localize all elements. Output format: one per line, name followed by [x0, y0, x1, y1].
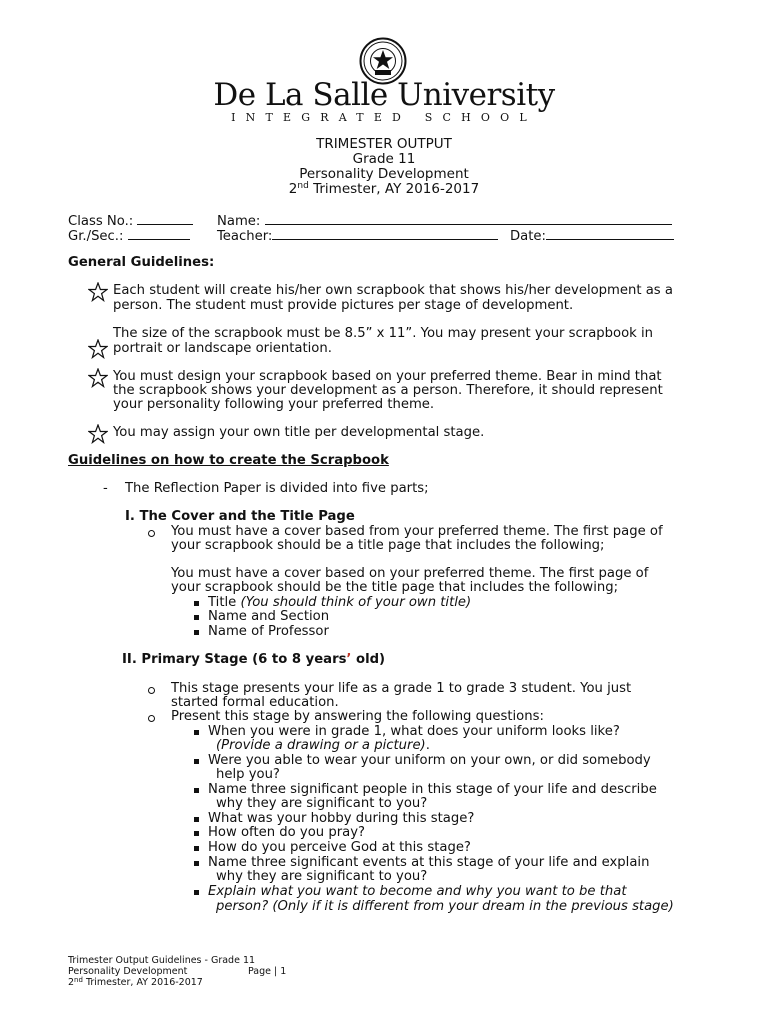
footer-line-2: Personality Development	[68, 966, 188, 977]
square-bullet	[194, 601, 199, 606]
circle-bullet	[148, 687, 155, 694]
square-bullet	[194, 730, 199, 735]
question-5: How often do you pray?	[208, 825, 366, 840]
square-bullet	[194, 788, 199, 793]
guideline-item-2-line-2: portrait or landscape orientation.	[113, 341, 332, 356]
part-1-p1-line-2: your scrapbook should be a title page that includes the following;	[171, 538, 605, 553]
guideline-item-3-line-3: your personality following your preferred theme.	[113, 397, 435, 412]
star-icon	[88, 424, 108, 444]
gr-sec-line[interactable]	[128, 227, 190, 240]
doc-title: TRIMESTER OUTPUT	[316, 136, 452, 152]
class-no-field[interactable]: Class No.:	[68, 212, 193, 230]
question-7-line-2: why they are significant to you?	[216, 869, 428, 884]
star-icon	[88, 368, 108, 388]
square-bullet	[194, 615, 199, 620]
star-icon	[88, 282, 108, 302]
date-line[interactable]	[546, 227, 674, 240]
question-6: How do you perceive God at this stage?	[208, 840, 471, 855]
question-1: When you were in grade 1, what does your uniform looks like?	[208, 724, 620, 739]
title-page-item-2: Name and Section	[208, 609, 330, 624]
reflection-intro: The Reflection Paper is divided into five parts;	[125, 481, 429, 496]
guideline-item-1-line-1: Each student will create his/her own scrapbook that shows his/her development as a	[113, 283, 673, 298]
part-2-p1-line-1: This stage presents your life as a grade 1 to grade 3 student. You just	[171, 681, 632, 696]
scrapbook-guidelines-heading: Guidelines on how to create the Scrapbook	[68, 453, 389, 468]
general-guidelines-heading: General Guidelines:	[68, 255, 215, 270]
name-line[interactable]	[265, 212, 672, 225]
guideline-item-3-line-1: You must design your scrapbook based on your preferred theme. Bear in mind that	[113, 369, 662, 384]
question-4: What was your hobby during this stage?	[208, 811, 475, 826]
class-no-line[interactable]	[137, 212, 193, 225]
square-bullet	[194, 861, 199, 866]
part-2-p1-line-2: started formal education.	[171, 695, 339, 710]
part-1-heading: I. The Cover and the Title Page	[125, 509, 355, 524]
school-name: INTEGRATED SCHOOL	[231, 111, 537, 124]
gr-sec-field[interactable]: Gr./Sec.:	[68, 227, 190, 245]
doc-grade: Grade 11	[352, 151, 416, 167]
question-2-line-2: help you?	[216, 767, 280, 782]
part-2-p2: Present this stage by answering the following questions:	[171, 709, 544, 724]
question-2-line-1: Were you able to wear your uniform on your own, or did somebody	[208, 753, 651, 768]
guideline-item-1-line-2: person. The student must provide pictures per stage of development.	[113, 298, 574, 313]
question-3-line-2: why they are significant to you?	[216, 796, 428, 811]
doc-term: 2nd Trimester, AY 2016-2017	[288, 181, 480, 197]
footer-line-1: Trimester Output Guidelines - Grade 11	[68, 955, 256, 966]
question-7-line-1: Name three significant events at this stage of your life and explain	[208, 855, 650, 870]
square-bullet	[194, 890, 199, 895]
question-3-line-1: Name three significant people in this stage of your life and describe	[208, 782, 657, 797]
part-1-p2-line-2: your scrapbook should be the title page that includes the following;	[171, 580, 619, 595]
circle-bullet	[148, 715, 155, 722]
university-name: De La Salle University	[213, 77, 555, 113]
teacher-line[interactable]	[272, 227, 498, 240]
square-bullet	[194, 846, 199, 851]
part-2-heading: II. Primary Stage (6 to 8 years’ old)	[122, 652, 386, 667]
teacher-field[interactable]: Teacher:	[217, 227, 498, 245]
square-bullet	[194, 831, 199, 836]
footer-page-number: Page | 1	[248, 966, 287, 977]
doc-subject: Personality Development	[299, 166, 469, 182]
guideline-item-2-line-1: The size of the scrapbook must be 8.5” x 11”. You may present your scrapbook in	[113, 326, 654, 341]
part-1-p2-line-1: You must have a cover based on your preferred theme. The first page of	[171, 566, 649, 581]
circle-bullet	[148, 530, 155, 537]
name-field[interactable]: Name:	[217, 212, 672, 230]
square-bullet	[194, 630, 199, 635]
question-8-line-2: person? (Only if it is different from your dream in the previous stage)	[216, 899, 674, 914]
part-1-p1-line-1: You must have a cover based from your preferred theme. The first page of	[171, 524, 663, 539]
title-page-item-3: Name of Professor	[208, 624, 329, 639]
question-8-line-1: Explain what you want to become and why you want to be that	[208, 884, 627, 899]
square-bullet	[194, 759, 199, 764]
date-field[interactable]: Date:	[510, 227, 674, 245]
guideline-item-4-line-1: You may assign your own title per developmental stage.	[113, 425, 485, 440]
footer-line-3: 2nd Trimester, AY 2016-2017	[68, 976, 203, 988]
dash-marker: -	[103, 481, 108, 496]
guideline-item-3-line-2: the scrapbook shows your development as a person. Therefore, it should represent	[113, 383, 663, 398]
title-page-item-1: Title (You should think of your own title)	[208, 595, 472, 610]
star-icon	[88, 339, 108, 359]
question-1-note: (Provide a drawing or a picture).	[216, 738, 430, 753]
square-bullet	[194, 817, 199, 822]
